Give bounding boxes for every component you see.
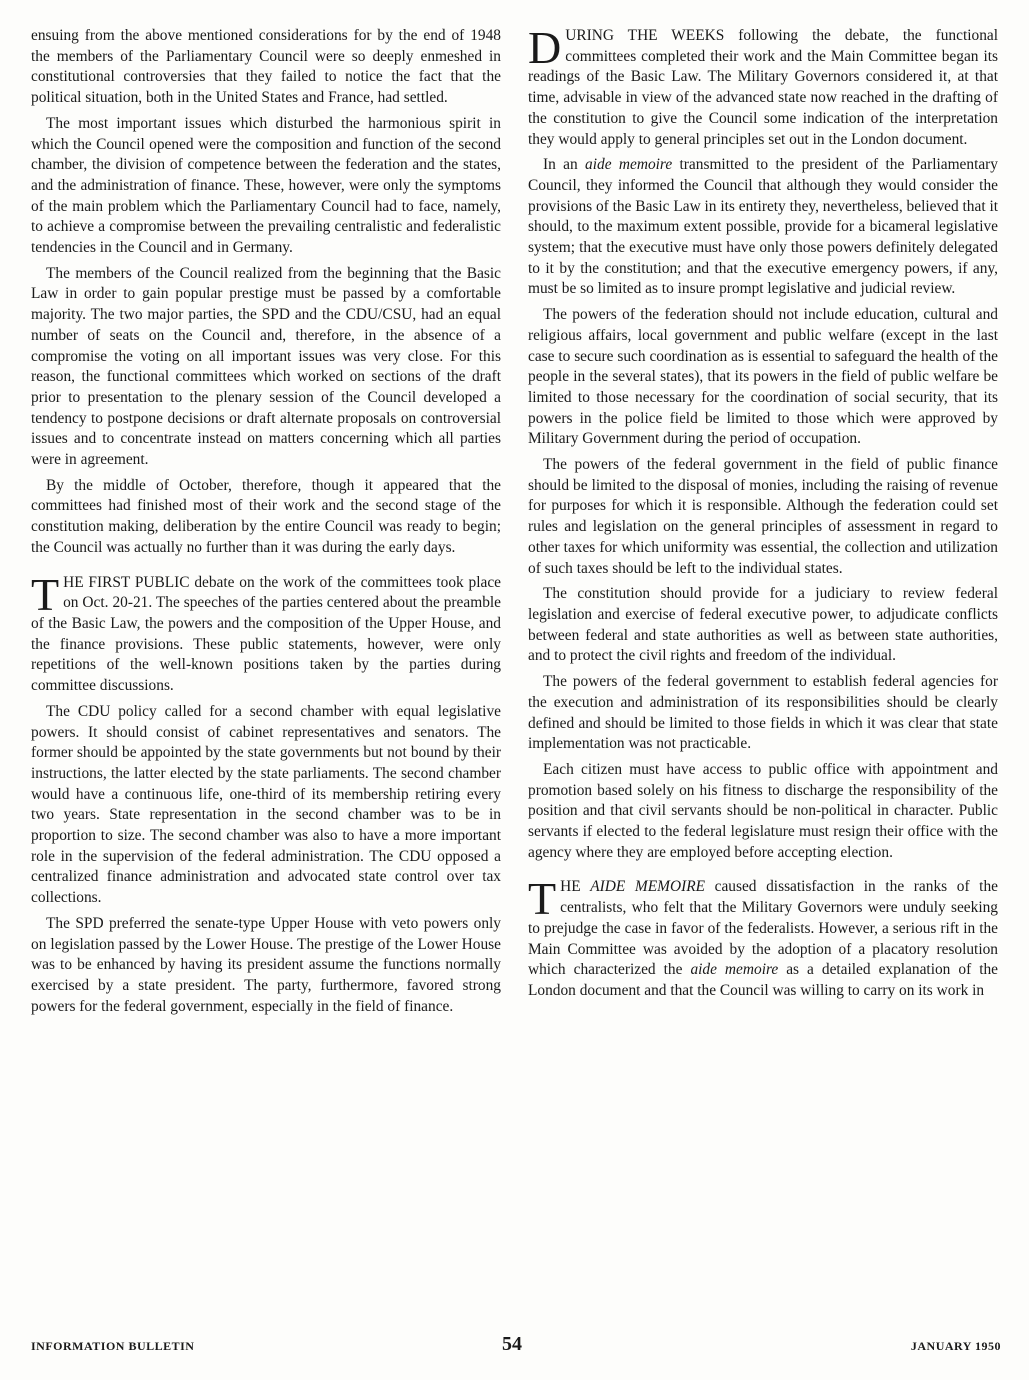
- text-run: transmitted to the president of the Parliamentary Council, they informed the Council that although they would consider the provisions of the Basic Law in its entirety they, nevertheless, believed that it should, to the maximum extent possible, provide for a bicameral legislative system; that the executive must have only those powers definitely delegated to it by the constitution; and that the executive emergency powers, if any, must be so limited as to insure prompt legislative and judicial review.: [528, 156, 999, 298]
- paragraph-text: URING THE WEEKS following the debate, the functional committees completed their work and the Main Committee began its readings of the Basic Law. The Military Governors considered it, at that time, advisable in view of the advanced state now reached in the drafting of the constitution to give the Council some indication of the interpretation they would apply to general principles set out in the London document.: [528, 27, 998, 148]
- right-column: [528, 22, 999, 1007]
- paragraph: By the middle of October, therefore, though it appeared that the committees had finished most of their work and the second stage of the constitution making, deliberation by the entire Council was ready to begin; the Council was actually no further than it was during the early days.: [31, 476, 501, 556]
- page-footer: [0, 1333, 1029, 1363]
- paragraph: The powers of the federal government to establish federal agencies for the execution and administration of its responsibilities should be clearly defined and should be limited to those fields in which it was clear that state implementation was not practicable.: [528, 673, 998, 753]
- paragraph: The powers of the federal government in the field of public finance should be limited to the disposal of monies, including the raising of revenue for purposes for which it is responsible. Although the federation could set rules and legislation on the general principles of assessment in regard to other taxes for which uniformity was essential, the collection and utilization of such taxes should be left to the individual states.: [528, 456, 998, 577]
- paragraph: ensuing from the above mentioned considerations for by the end of 1948 the members of the Parliamentary Council were so deeply enmeshed in constitutional controversies that they failed to notice the fact that the political situation, both in the United States and France, had settled.: [31, 27, 501, 107]
- drop-cap: D: [528, 22, 562, 73]
- text-run: In an: [543, 156, 586, 174]
- paragraph: The CDU policy called for a second chamber with equal legislative powers. It should consist of cabinet representatives and senators. The former should be appointed by the state governments but not bound by their instructions, the latter elected by the state parliaments. The second chamber would have a continuous life, one-third of its membership retiring every two years. State representation in the second chamber was to be in proportion to size. The second chamber was also to have a more important role in the supervision of the federal administration. The CDU opposed a centralized finance administration and advocated state control over tax collections.: [31, 702, 501, 907]
- italic-term: AIDE MEMOIRE: [590, 878, 705, 896]
- paragraph: The constitution should provide for a judiciary to review federal legislation and exercise of federal executive power, to adjudicate conflicts between federal and state authorities as well as between state authorities, and to protect the civil rights and freedom of the individual.: [528, 585, 998, 665]
- paragraph: Each citizen must have access to public office with appointment and promotion based solely on his fitness to discharge the responsibility of the position and that civil servants should be non-political in character. Public servants if elected to the federal legislature must resign their office with the agency where they are employed before accepting election.: [528, 760, 998, 861]
- section-paragraph: [528, 22, 998, 150]
- text-run: caused dissatisfaction in the ranks of the centralists, who felt that the Military Governors were unduly seeking to prejudge the case in favor of the federalists. However, a serious rift in the Main Committee was avoided by the adoption of a placatory resolution which characterized the: [528, 878, 998, 979]
- left-column: [31, 26, 501, 1022]
- italic-term: aide memoire: [690, 961, 779, 979]
- paragraph: [528, 155, 998, 300]
- drop-cap: T: [31, 568, 60, 620]
- page-number: 54: [502, 1333, 522, 1355]
- paragraph: The most important issues which disturbed the harmonious spirit in which the Council opened were the composition and function of the second chamber, the division of competence between the federation and the states, and the administration of finance. These, however, were only the symptoms of the main problem which the Parliamentary Council had to face, namely, to achieve a compromise between the prevailing centralistic and federalistic tendencies in the Council and in Germany.: [31, 114, 501, 257]
- text-run: HE: [560, 878, 591, 896]
- text-run: as a detailed explanation of the London document and that the Council was willing to carry on its work in: [528, 961, 998, 999]
- paragraph: The members of the Council realized from the beginning that the Basic Law in order to gain popular prestige must be passed by a comfortable majority. The two major parties, the SPD and the CDU/CSU, had an equal number of seats on the Council and, therefore, in the absence of a compromise the voting on all important issues was very close. For this reason, the functional committees which worked on sections of the draft prior to presentation to the plenary session of the Council developed a tendency to postpone decisions or draft alternate proposals on controversial issues and to concentrate instead on matters concerning which all parties were in agreement.: [31, 264, 501, 469]
- paragraph-text: HE FIRST PUBLIC debate on the work of the committees took place on Oct. 20-21. The speeches of the parties centered about the preamble of the Basic Law, the powers and the composition of the Upper House, and the finance provisions. These public statements, however, were only repetitions of the well-known positions taken by the parties during committee discussions.: [31, 573, 501, 695]
- paragraph: The SPD preferred the senate-type Upper House with veto powers only on legislation passed by the Lower House. The prestige of the Lower House was to be enhanced by having its president assume the functions normally exercised by a state president. The party, furthermore, favored strong powers for the federal government, especially in the field of finance.: [31, 914, 501, 1015]
- section-paragraph: [31, 568, 501, 697]
- drop-cap: T: [528, 873, 557, 925]
- section-paragraph: [528, 873, 998, 1001]
- issue-date: JANUARY 1950: [910, 1339, 1001, 1353]
- publication-name: INFORMATION BULLETIN: [31, 1339, 195, 1353]
- italic-term: aide memoire: [585, 156, 673, 174]
- paragraph: The powers of the federation should not include education, cultural and religious affairs, local government and public welfare (except in the last case to secure such coordination as is essential to safeguard the health of the people in the several states), that its powers in the field of public welfare be limited to those necessary for the coordination of social security, that its powers in the police field be limited to those which were approved by Military Government during the period of occupation.: [528, 306, 998, 448]
